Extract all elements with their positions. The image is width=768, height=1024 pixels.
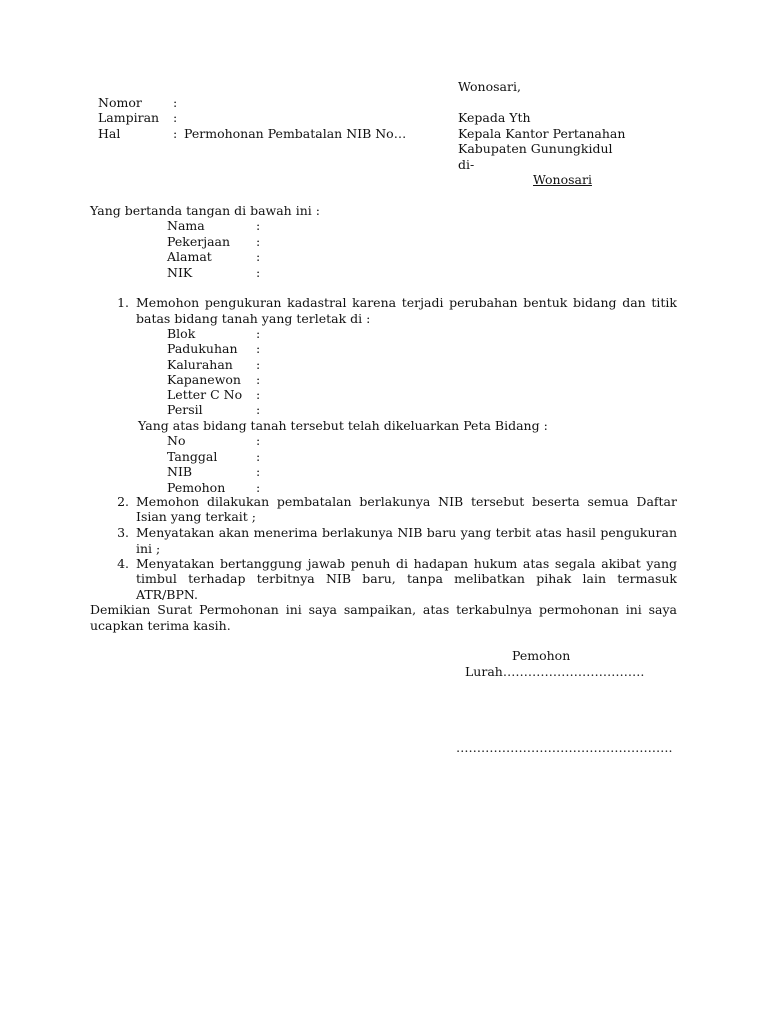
location-label-blok: Blok [167,326,196,341]
item-text-line: Memohon dilakukan pembatalan berlakunya NIB tersebut beserta semua Daftar [136,494,677,509]
place-date: Wonosari, [458,79,521,94]
item-text-line: Menyatakan bertanggung jawab penuh di hadapan hukum atas segala akibat yang [136,556,677,571]
field-colon: : [256,265,261,280]
field-colon: : [256,480,261,495]
peta-label-tanggal: Tanggal [167,449,218,464]
item-number: 3. [117,525,129,540]
field-colon: : [256,218,261,233]
field-colon: : [256,341,261,356]
field-colon: : [256,433,261,448]
field-colon: : [256,387,261,402]
meta-colon: : [173,126,178,141]
identity-label-alamat: Alamat [167,249,212,264]
identity-label-nama: Nama [167,218,205,233]
item-text-line: Isian yang terkait ; [136,509,256,524]
item-text-line: ini ; [136,541,161,556]
signature-lurah: Lurah……………………………. [465,664,645,679]
field-colon: : [256,249,261,264]
field-colon: : [256,449,261,464]
item-text-line: Menyatakan akan menerima berlakunya NIB baru yang terbit atas hasil pengukuran [136,525,677,540]
field-colon: : [256,357,261,372]
item-text-line: batas bidang tanah yang terletak di : [136,311,371,326]
recipient-line: Kepala Kantor Pertanahan [458,126,626,141]
item-text-line: ATR/BPN. [136,587,199,602]
peta-label-pemohon: Pemohon [167,480,226,495]
field-colon: : [256,402,261,417]
field-colon: : [256,234,261,249]
meta-label-hal: Hal [98,126,121,141]
location-label-letter-c: Letter C No [167,387,243,402]
closing-text-line: Demikian Surat Permohonan ini saya sampaikan, atas terkabulnya permohonan ini saya [90,602,677,617]
signature-line: ……………………………………………. [456,740,673,755]
meta-label-lampiran: Lampiran [98,110,160,125]
item-text-line: timbul terhadap terbitnya NIB baru, tanpa melibatkan pihak lain termasuk [136,571,677,586]
meta-label-nomor: Nomor [98,95,142,110]
meta-colon: : [173,95,178,110]
recipient-city: Wonosari [533,172,592,187]
item-number: 2. [117,494,129,509]
location-label-kapanewon: Kapanewon [167,372,241,387]
closing-text-line: ucapkan terima kasih. [90,618,231,633]
signature-title: Pemohon [512,648,571,663]
recipient-line: Kabupaten Gunungkidul [458,141,613,156]
field-colon: : [256,372,261,387]
recipient-line: Kepada Yth [458,110,531,125]
location-label-padukuhan: Padukuhan [167,341,238,356]
location-label-kalurahan: Kalurahan [167,357,233,372]
identity-label-pekerjaan: Pekerjaan [167,234,231,249]
item-text-line: Memohon pengukuran kadastral karena terjadi perubahan bentuk bidang dan titik [136,295,677,310]
location-label-persil: Persil [167,402,203,417]
identity-label-nik: NIK [167,265,193,280]
peta-label-no: No [167,433,186,448]
item-number: 4. [117,556,129,571]
intro-text: Yang bertanda tangan di bawah ini : [90,203,320,218]
subject-value: Permohonan Pembatalan NIB No… [184,126,407,141]
field-colon: : [256,464,261,479]
peta-label-nib: NIB [167,464,193,479]
recipient-line: di- [458,157,475,172]
field-colon: : [256,326,261,341]
peta-bidang-intro: Yang atas bidang tanah tersebut telah dikeluarkan Peta Bidang : [138,418,548,433]
item-number: 1. [117,295,129,310]
meta-colon: : [173,110,178,125]
